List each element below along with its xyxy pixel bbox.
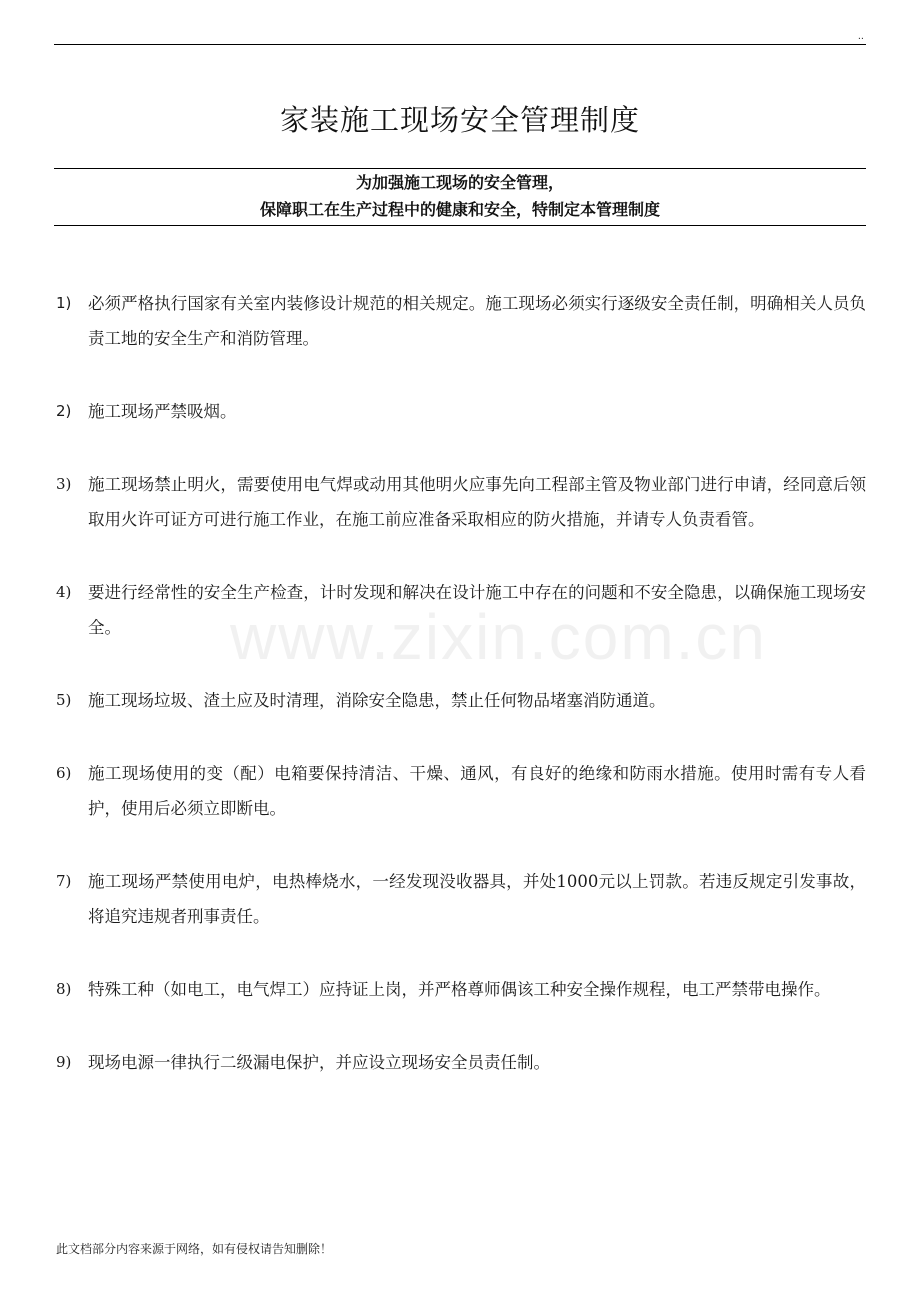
intro-line-1: 为加强施工现场的安全管理， (355, 173, 564, 192)
rule-item-5 (54, 683, 866, 718)
rule-number: 5) (56, 691, 72, 709)
rule-number: 4) (56, 583, 72, 601)
rule-text: 特殊工种（如电工，电气焊工）应持证上岗，并严格尊师偶该工种安全操作规程，电工严禁带电操作。 (88, 980, 831, 999)
rule-item-2 (54, 394, 866, 429)
watermark: www.zixin.com.cn (230, 601, 767, 673)
rules-list (54, 286, 866, 1118)
rule-text: 必须严格执行国家有关室内装修设计规范的相关规定。施工现场必须实行逐级安全责任制，明确相关人员负责工地的安全生产和消防管理。 (88, 294, 866, 348)
intro-line-2: 保障职工在生产过程中的健康和安全，特制定本管理制度 (259, 200, 660, 219)
rule-text: 要进行经常性的安全生产检查，计时发现和解决在设计施工中存在的问题和不安全隐患，以确保施工现场安全。 (88, 583, 866, 637)
rule-text: 施工现场使用的变（配）电箱要保持清洁、干燥、通风，有良好的绝缘和防雨水措施。使用时需有专人看护，使用后必须立即断电。 (88, 764, 866, 818)
rule-number: 6) (56, 764, 72, 782)
rule-text: 施工现场严禁使用电炉，电热棒烧水，一经发现没收器具，并处1000元以上罚款。若违反规定引发事故，将追究违规者刑事责任。 (88, 872, 866, 926)
rule-item-3 (54, 467, 866, 537)
rule-number: 2) (56, 402, 72, 420)
rule-item-1 (54, 286, 866, 356)
rule-item-9 (54, 1045, 866, 1080)
rule-text: 施工现场严禁吸烟。 (88, 402, 237, 421)
rule-item-7 (54, 864, 866, 934)
rule-text: 施工现场垃圾、渣土应及时清理，消除安全隐患，禁止任何物品堵塞消防通道。 (88, 691, 666, 710)
rule-text: 现场电源一律执行二级漏电保护，并应设立现场安全员责任制。 (88, 1053, 550, 1072)
rule-number: 3) (56, 475, 72, 493)
rule-number: 9) (56, 1053, 72, 1071)
rule-number: 8) (56, 980, 72, 998)
intro-statement (54, 168, 866, 226)
rule-item-6 (54, 756, 866, 826)
rule-item-4 (54, 575, 866, 645)
rule-text: 施工现场禁止明火，需要使用电气焊或动用其他明火应事先向工程部主管及物业部门进行申请，经同意后领取用火许可证方可进行施工作业，在施工前应准备采取相应的防火措施，并请专人负责看管。 (88, 475, 866, 529)
header-mark: .. (857, 30, 864, 42)
rule-item-8 (54, 972, 866, 1007)
header-rule (54, 44, 866, 45)
rule-number: 7) (56, 872, 72, 890)
document-title: 家装施工现场安全管理制度 (279, 103, 640, 137)
rule-number: 1) (56, 294, 72, 312)
footer-disclaimer: 此文档部分内容来源于网络，如有侵权请告知删除！ (56, 1242, 333, 1256)
